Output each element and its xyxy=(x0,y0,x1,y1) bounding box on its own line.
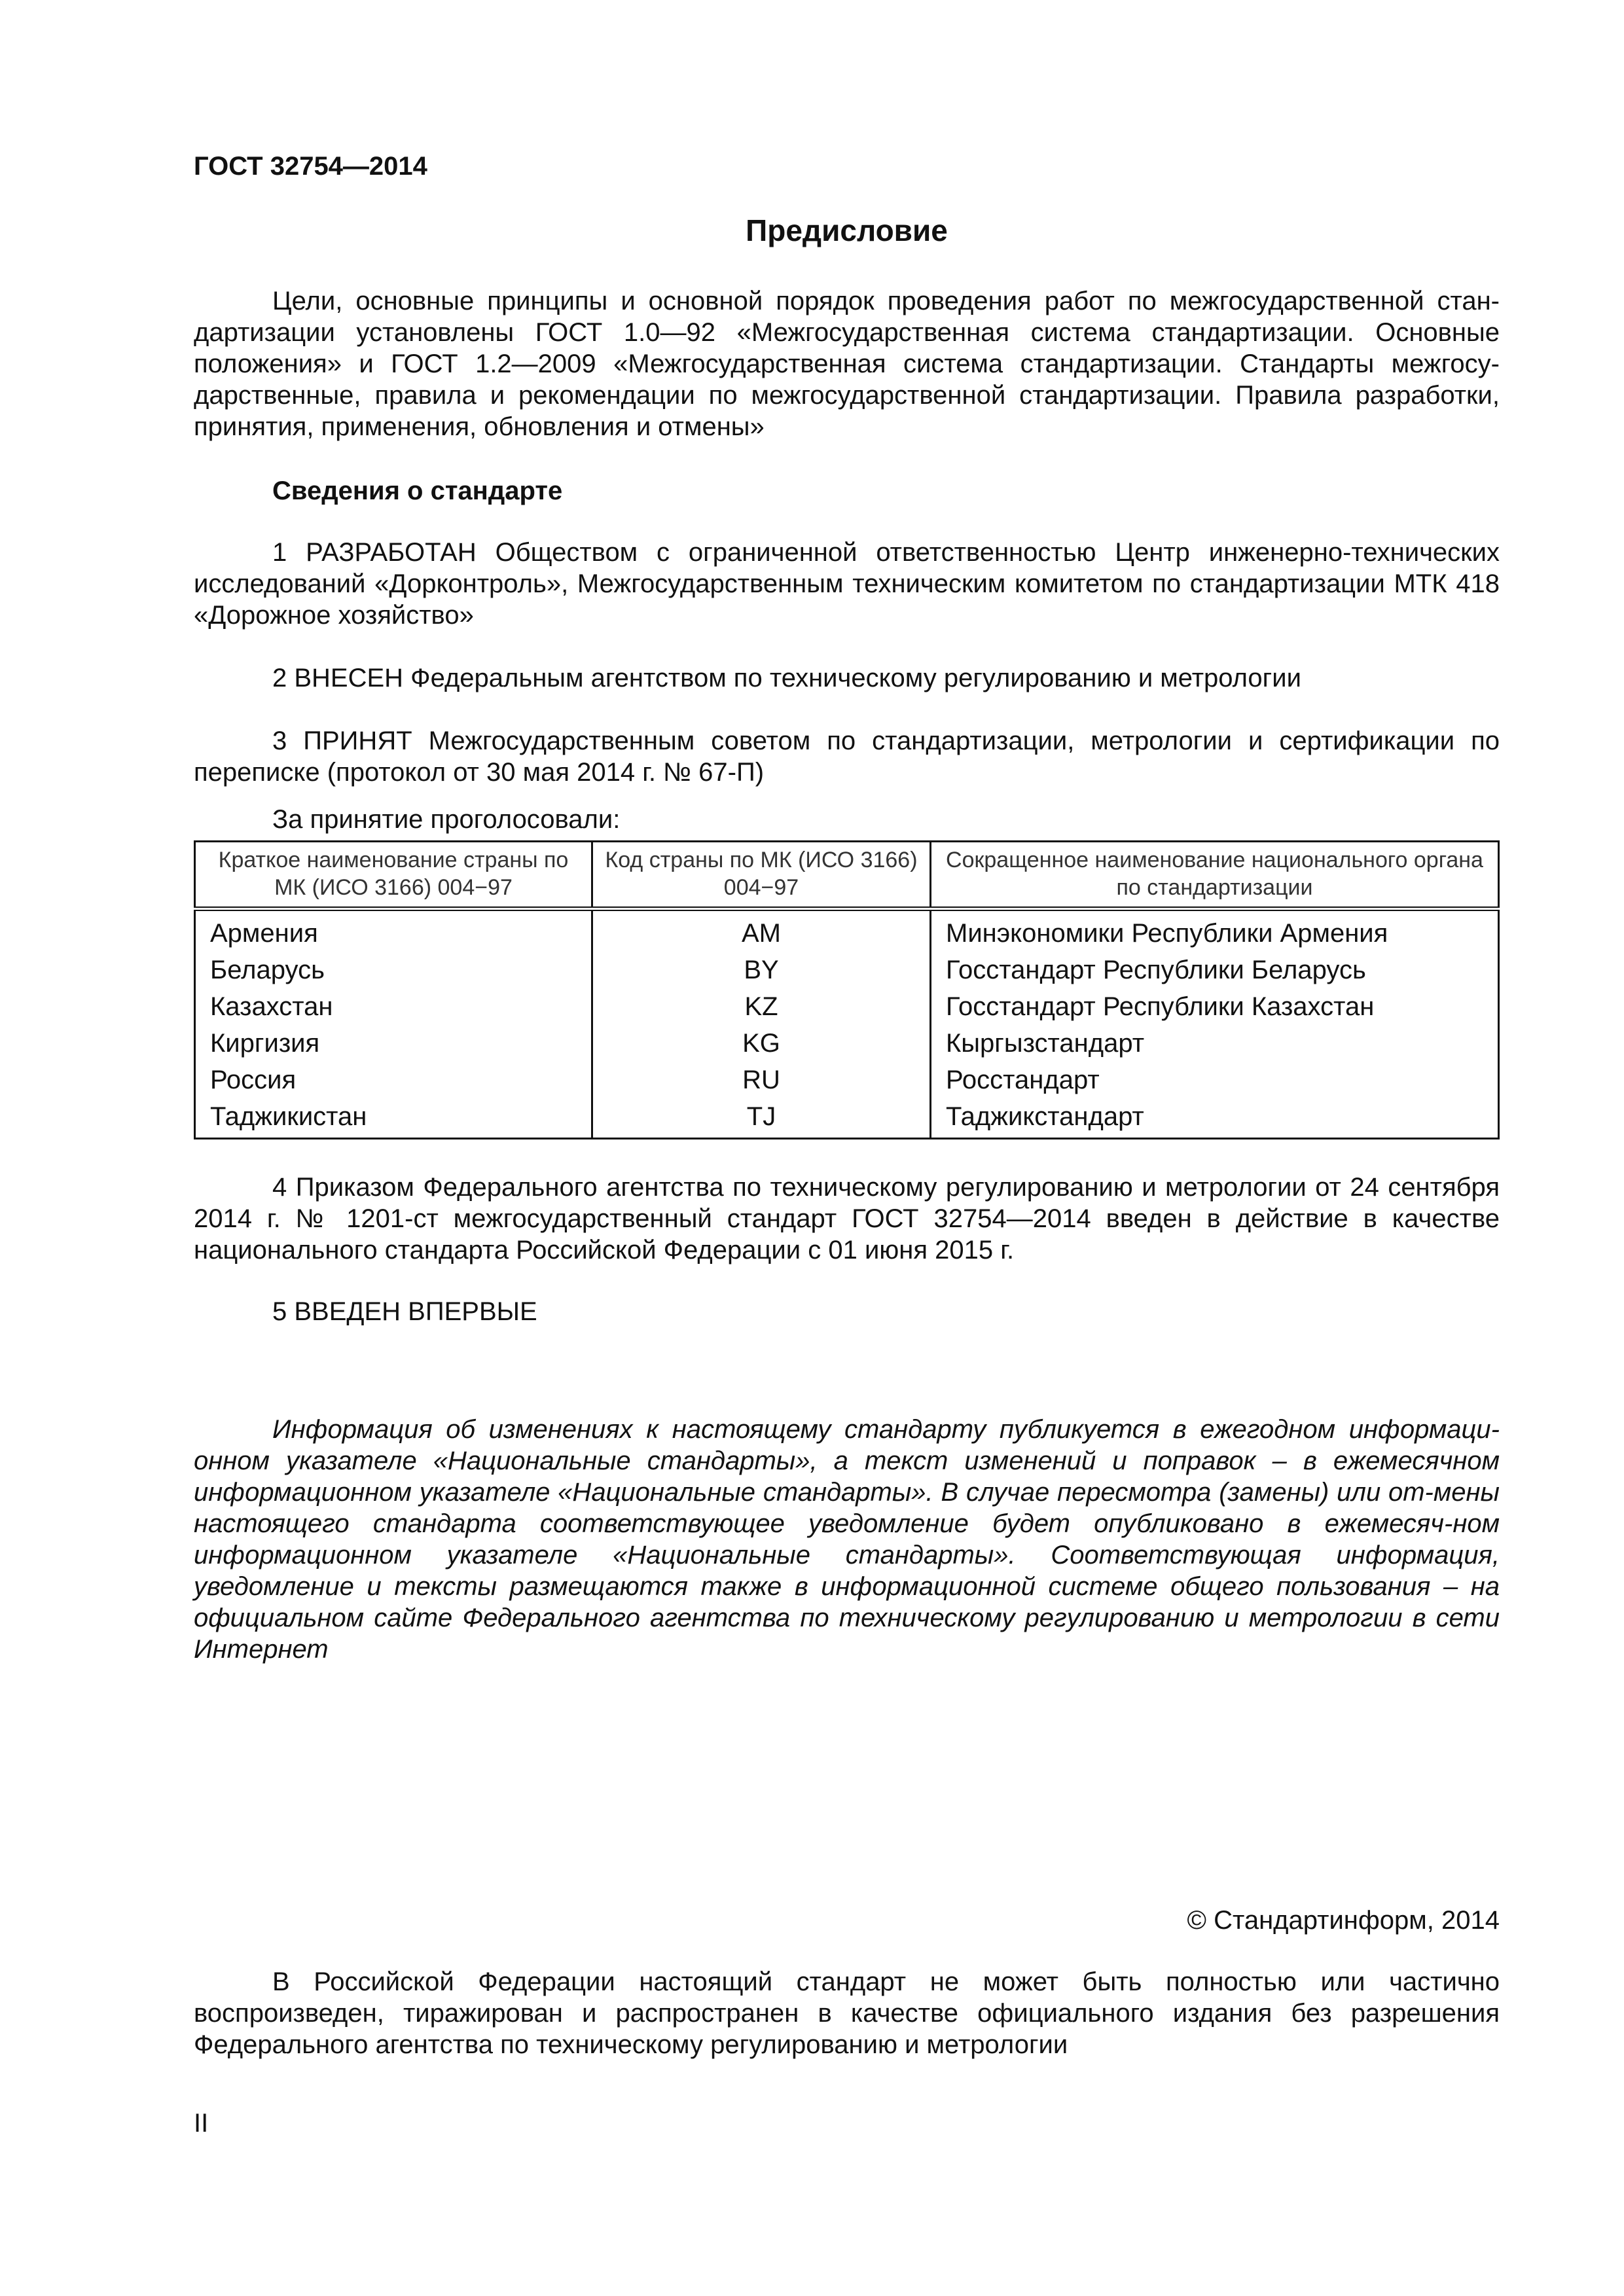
country-name: Россия xyxy=(195,1062,592,1098)
header-country-code: Код страны по МК (ИСО 3166) 004−97 xyxy=(592,842,931,909)
page-title: Предисловие xyxy=(746,213,948,247)
document-code: ГОСТ 32754—2014 xyxy=(194,152,427,181)
reproduction-rights: В Российской Федерации настоящий стандарт не может быть полностью или частично воспроизведен, тиражирован и распространен в качестве официального издания без разрешения Федерального агентства по техническому регулированию и метрологии xyxy=(194,1967,1500,2059)
standards-body: Госстандарт Республики Беларусь xyxy=(931,952,1499,988)
standards-body: Кыргызстандарт xyxy=(931,1025,1499,1062)
table-header-row xyxy=(195,842,1499,909)
table-row xyxy=(195,952,1499,988)
item-first-time: 5 ВВЕДЕН ВПЕРВЫЕ xyxy=(272,1297,537,1326)
country-name: Беларусь xyxy=(195,952,592,988)
table-row xyxy=(195,909,1499,952)
item-order: 4 Приказом Федерального агентства по техническому регулированию и метрологии от 24 сентября 2014 г. № 1201-ст межгосударственный стандарт ГОСТ 32754—2014 введен в действие в качестве национального стандарта Российской Федерации с 01 июня 2015 г. xyxy=(194,1173,1500,1265)
country-code: AM xyxy=(592,909,931,952)
table-row xyxy=(195,988,1499,1025)
standards-body: Госстандарт Республики Казахстан xyxy=(931,988,1499,1025)
section-heading: Сведения о стандарте xyxy=(272,476,563,505)
page-number: II xyxy=(194,2109,209,2138)
amendments-notice: Информация об изменениях к настоящему стандарту публикуется в ежегодном информаци-онном указателе «Национальные стандарты», а текст изменений и поправок – в ежемесячном информационном указателе «Национальные стандарты». В случае пересмотра (замены) или от-мены настоящего стандарта соответствующее уведомление будет опубликовано в ежемесяч-ном информационном указателе «Национальные стандарты». Соответствующая информация, уведомление и тексты размещаются также в информационной системе общего пользования – на официальном сайте Федерального агентства по техническому регулированию и метрологии в сети Интернет xyxy=(194,1415,1500,1664)
country-code: RU xyxy=(592,1062,931,1098)
copyright-line: © Стандартинформ, 2014 xyxy=(1187,1906,1500,1935)
country-name: Таджикистан xyxy=(195,1098,592,1139)
country-code: KZ xyxy=(592,988,931,1025)
document-page xyxy=(194,0,1500,2296)
country-code: KG xyxy=(592,1025,931,1062)
standards-body: Росстандарт xyxy=(931,1062,1499,1098)
country-name: Армения xyxy=(195,909,592,952)
table-row xyxy=(195,1025,1499,1062)
voting-countries-table xyxy=(194,840,1500,1139)
country-code: TJ xyxy=(592,1098,931,1139)
country-name: Киргизия xyxy=(195,1025,592,1062)
country-code: BY xyxy=(592,952,931,988)
header-country-name: Краткое наименование страны по МК (ИСО 3166) 004−97 xyxy=(195,842,592,909)
item-adopted: 3 ПРИНЯТ Межгосударственным советом по стандартизации, метрологии и сертификации по переписке (протокол от 30 мая 2014 г. № 67-П) xyxy=(194,726,1500,787)
item-submitted: 2 ВНЕСЕН Федеральным агентством по техническому регулированию и метрологии xyxy=(272,664,1301,692)
standards-body: Минэкономики Республики Армения xyxy=(931,909,1499,952)
standards-body: Таджикстандарт xyxy=(931,1098,1499,1139)
header-standards-body: Сокращенное наименование национального органа по стандартизации xyxy=(931,842,1499,909)
voted-label: За принятие проголосовали: xyxy=(272,805,621,834)
table-row xyxy=(195,1062,1499,1098)
country-name: Казахстан xyxy=(195,988,592,1025)
table-row xyxy=(195,1098,1499,1139)
intro-paragraph: Цели, основные принципы и основной порядок проведения работ по межгосударственной стан-дартизации установлены ГОСТ 1.0—92 «Межгосударственная система стандартизации. Основные положения» и ГОСТ 1.2—2009 «Межгосударственная система стандартизации. Стандарты межгосу-дарственные, правила и рекомендации по межгосударственной стандартизации. Правила разработки, принятия, применения, обновления и отмены» xyxy=(194,287,1500,441)
item-developed: 1 РАЗРАБОТАН Обществом с ограниченной ответственностью Центр инженерно-технических исследований «Дорконтроль», Межгосударственным техническим комитетом по стандартизации МТК 418 «Дорожное хозяйство» xyxy=(194,538,1500,630)
